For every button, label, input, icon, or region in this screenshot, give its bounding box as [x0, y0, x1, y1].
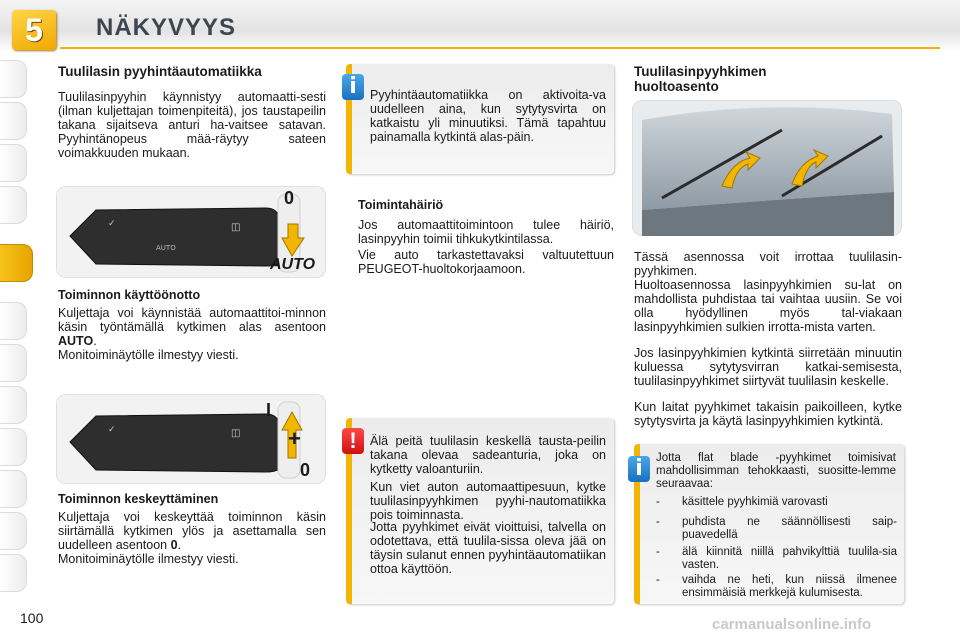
warning-icon: ! — [342, 428, 364, 454]
chapter-tab[interactable] — [0, 386, 27, 424]
start-heading: Toiminnon käyttöönotto — [58, 288, 201, 302]
service-text-4: Kun laitat pyyhkimet takaisin paikoilleen, kytke sytytysvirta ja käytä lasinpyyhkimien kytkintä. — [634, 400, 902, 428]
info-icon: i — [628, 456, 650, 482]
chapter-tab[interactable] — [0, 470, 27, 508]
stop-text-2: Monitoiminäytölle ilmestyy viesti. — [58, 552, 239, 566]
chapter-tab[interactable] — [0, 512, 27, 550]
page-number: 100 — [20, 610, 44, 626]
tip-text: puhdista ne säännöllisesti saip-puavedellä — [682, 516, 897, 541]
svg-text:◫: ◫ — [231, 428, 241, 439]
chapter-tab[interactable] — [0, 554, 27, 592]
chapter-tab[interactable] — [0, 144, 27, 182]
warning-text-1: Älä peitä tuulilasin keskellä tausta-peilin takana olevaa sadeanturia, joka on kytketty valoanturiin. — [370, 434, 606, 476]
plus-label: + — [288, 426, 301, 451]
stalk-auto-figure — [56, 186, 326, 278]
service-text-3: Jos lasinpyyhkimien kytkintä siirretään minuutin kuluessa sytytysvirran katkai-semisesta, tuulilasinpyyhkimet siirtyvät tuulilasin keskelle. — [634, 346, 902, 388]
fault-text-1: Jos automaattitoimintoon tulee häiriö, lasinpyyhin toimii tihkukytkintilassa. — [358, 218, 614, 246]
warning-note — [346, 418, 614, 604]
position-auto-label: AUTO — [270, 256, 316, 273]
tip-dash: - — [656, 574, 660, 586]
svg-text:AUTO: AUTO — [156, 244, 176, 252]
chapter-tab[interactable] — [0, 102, 27, 140]
tip-text: käsittele pyyhkimiä varovasti — [682, 496, 828, 508]
tip-dash: - — [656, 496, 660, 508]
chapter-tab[interactable] — [0, 302, 27, 340]
windscreen-figure — [632, 100, 902, 236]
svg-text:◫: ◫ — [231, 222, 241, 233]
header-rule — [60, 47, 940, 49]
start-text-2: Monitoiminäytölle ilmestyy viesti. — [58, 348, 239, 362]
stop-heading: Toiminnon keskeyttäminen — [58, 492, 219, 506]
warning-text-3: Jotta pyyhkimet eivät vioittuisi, talvella on odotettava, että tuulila-sissa oleva jää on täysin sulanut ennen pyyhintäautomatiikan ottoa käyttöön. — [370, 520, 606, 576]
service-heading-line1: Tuulilasinpyyhkimen — [634, 64, 767, 79]
tip-note — [634, 444, 904, 604]
position-zero-label: 0 — [284, 188, 295, 208]
tip-item — [656, 516, 904, 544]
chapter-tab[interactable] — [0, 186, 27, 224]
warning-text-2: Kun viet auton automaattipesuun, kytke tuulilasinpyyhkimen pyyhi-nautomatiikka pois toiminnasta. — [370, 480, 606, 522]
chapter-badge — [12, 10, 56, 50]
tip-intro: Jotta flat blade -pyyhkimet toimisivat mahdollisimman tehokkaasti, suositte-lemme seuraavaa: — [656, 452, 896, 490]
fault-text-2: Vie auto tarkastettavaksi valtuutettuun PEUGEOT-huoltokorjaamoon. — [358, 248, 614, 276]
chapter-tab[interactable] — [0, 344, 27, 382]
info-note-text: Pyyhintäautomatiikka on aktivoita-va uudelleen aina, kun sytytysvirta on katkaistu yli minuutiksi. Tämä tapahtuu painamalla kytkintä alas-päin. — [370, 88, 606, 144]
chapter-number: 5 — [25, 12, 43, 48]
chapter-tab[interactable] — [0, 60, 27, 98]
stop-text: Kuljettaja voi keskeyttää toiminnon käsin siirtämällä kytkimen ylös ja asettamalla sen uudelleen asentoon 0. — [58, 510, 326, 552]
section-heading-auto-wipe: Tuulilasin pyyhintäautomatiikka — [58, 64, 262, 79]
service-heading-line2: huoltoasento — [634, 79, 719, 94]
chapter-tabs — [0, 60, 30, 590]
tip-item — [656, 496, 904, 510]
chapter-tab[interactable] — [0, 428, 27, 466]
auto-wipe-intro: Tuulilasinpyyhin käynnistyy automaatti-sesti (ilman kuljettajan toimenpiteitä), jos taustapeilin takana sijaitseva anturi ha-vaitsee satavan. Pyyhintänopeus mää-räytyy sateen voimakkuuden mukaan. — [58, 90, 326, 160]
info-note — [346, 64, 614, 174]
stalk-stop-figure — [56, 394, 326, 484]
service-text-1: Tässä asennossa voit irrottaa tuulilasin-pyyhkimen. — [634, 250, 902, 278]
service-text-2: Huoltoasennossa lasinpyyhkimien su-lat on mahdollista puhdistaa tai vaihtaa uusiin. Se voi olla hyödyllinen myös tal-viakaan lasinpyyhkimien sulkien irrotta-mista varten. — [634, 278, 902, 334]
fault-heading: Toimintahäiriö — [358, 198, 444, 212]
start-text: Kuljettaja voi käynnistää automaattitoi-minnon käsin työntämällä kytkimen alas asentoon AUTO. — [58, 306, 326, 348]
svg-text:✓: ✓ — [108, 219, 116, 229]
position-zero-label-2: 0 — [300, 460, 311, 480]
tip-item — [656, 546, 904, 574]
tip-dash: - — [656, 516, 660, 528]
tip-text: älä kiinnitä niillä pahvikylttiä tuulila-sia vasten. — [682, 546, 897, 571]
tip-text: vaihda ne heti, kun niissä ilmenee ensimmäisiä merkkejä kulumisesta. — [682, 574, 897, 599]
watermark: carmanualsonline.info — [712, 616, 872, 633]
svg-text:✓: ✓ — [108, 425, 116, 435]
position-i-label: I — [266, 400, 272, 420]
info-icon: i — [342, 74, 364, 100]
chapter-tab-active[interactable] — [0, 244, 33, 282]
tip-dash: - — [656, 546, 660, 558]
chapter-title: NÄKYVYYS — [96, 14, 237, 41]
tip-item — [656, 574, 904, 602]
